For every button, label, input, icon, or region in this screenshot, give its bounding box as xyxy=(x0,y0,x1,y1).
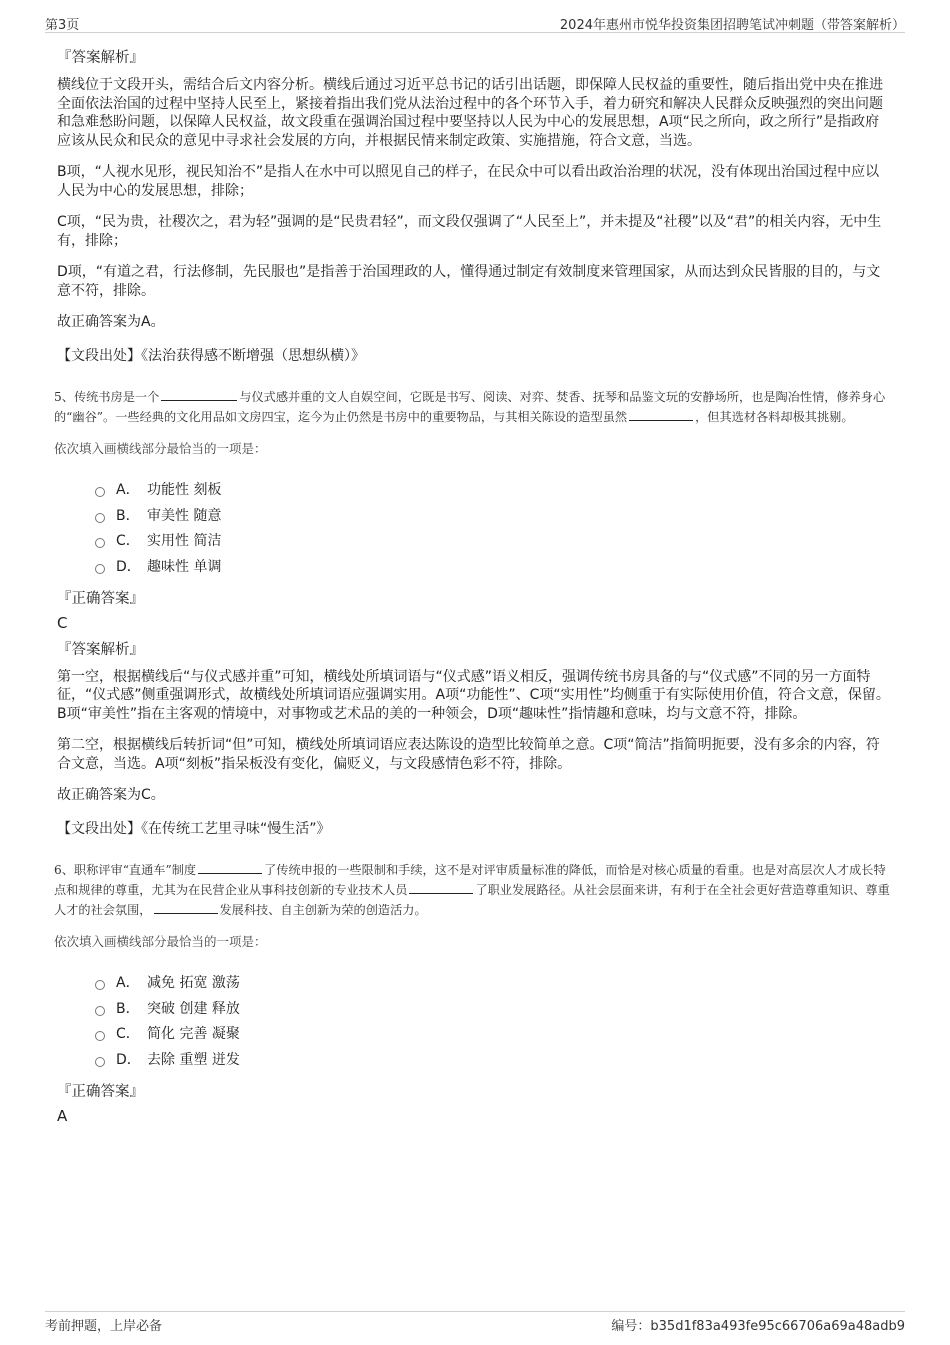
radio-icon[interactable] xyxy=(95,980,105,990)
fill-blank xyxy=(629,419,693,421)
fill-blank xyxy=(409,892,473,894)
question-5 xyxy=(54,387,892,838)
radio-icon[interactable] xyxy=(95,564,105,574)
radio-icon[interactable] xyxy=(95,1031,105,1041)
correct-answer: A xyxy=(57,1106,68,1125)
fill-blank xyxy=(154,912,218,914)
conclusion: 故正确答案为A。 xyxy=(57,314,165,330)
option-c[interactable]: C． 简化 完善 凝聚 xyxy=(95,1021,892,1047)
option-list xyxy=(95,970,892,1072)
analysis-paragraph: 第二空，根据横线后转折词“但”可知，横线处所填词语应表达陈设的造型比较简单之意。C项“简洁”指简明扼要，没有多余的内容，符合文意，当选。A项“刻板”指呆板没有变化，偏贬义，与文段感情色彩不符，排除。 xyxy=(57,737,880,772)
page-footer xyxy=(45,1311,905,1336)
question-prompt: 依次填入画横线部分最恰当的一项是： xyxy=(54,933,267,949)
radio-icon[interactable] xyxy=(95,1006,105,1016)
question-text: 5、传统书房是一个 与仪式感并重的文人自娱空间，它既是书写、阅读、对弈、焚香、抚琴和品鉴文玩的安静场所，也是陶冶性情，修养身心的“幽谷”。一些经典的文化用品如文房四宝，迄今为止仍然是书房中的重要物品，与其相关陈设的造型虽然 ，但其选材各料却极其挑剔。 xyxy=(54,389,886,424)
analysis-paragraph: 第一空，根据横线后“与仪式感并重”可知，横线处所填词语与“仪式感”语义相反，强调传统书房具备的与“仪式感”不同的另一方面特征，“仪式感”侧重强调形式，故横线处所填词语应强调实用。A项“功能性”、C项“实用性”均侧重于有实际使用价值，符合文意，保留。B项“审美性”指在主客观的情境中，对事物或艺术品的美的一种领会，D项“趣味性”指情趣和意味，均与文意不符，排除。 xyxy=(57,668,890,722)
text-source: 【文段出处】《法治获得感不断增强（思想纵横）》 xyxy=(57,347,365,364)
option-b[interactable]: B． 审美性 随意 xyxy=(95,502,892,528)
radio-icon[interactable] xyxy=(95,487,105,497)
document-id: 编号：b35d1f83a493fe95c66706a69a48adb9 xyxy=(611,1319,905,1334)
analysis-label: 『答案解析』 xyxy=(57,641,144,658)
radio-icon[interactable] xyxy=(95,513,105,523)
page-number: 第3页 xyxy=(45,18,80,33)
analysis-paragraph: 横线位于文段开头，需结合后文内容分析。横线后通过习近平总书记的话引出话题，即保障人民权益的重要性，随后指出党中央在推进全面依法治国的过程中坚持人民至上，紧接着指出我们党从法治过程中的各个环节入手，着力研究和解决人民群众反映强烈的突出问题和急难愁盼问题，以保障人民权益，故文段重在强调治国过程中要坚持以人民为中心的发展思想，A项“民之所向，政之所行”是指政府应该从民众和民众的意见中寻求社会发展的方向，并根据民情来制定政策、实施措施，符合文意，当选。 xyxy=(57,77,883,149)
analysis-paragraph: D项，“有道之君，行法修制，先民服也”是指善于治国理政的人，懂得通过制定有效制度来管理国家，从而达到众民皆服的目的，与文意不符，排除。 xyxy=(57,264,881,299)
option-a[interactable]: A． 功能性 刻板 xyxy=(95,477,892,503)
radio-icon[interactable] xyxy=(95,1057,105,1067)
page-header xyxy=(45,12,905,33)
correct-answer-label: 『正确答案』 xyxy=(57,590,144,607)
q4-analysis xyxy=(57,46,892,365)
option-c[interactable]: C． 实用性 简洁 xyxy=(95,528,892,554)
radio-icon[interactable] xyxy=(95,538,105,548)
option-b[interactable]: B． 突破 创建 释放 xyxy=(95,995,892,1021)
fill-blank xyxy=(161,399,237,401)
question-6 xyxy=(54,860,892,1125)
analysis-paragraph: B项，“人视水见形，视民知治不”是指人在水中可以照见自己的样子，在民众中可以看出政治治理的状况，没有体现出治国过程中应以人民为中心的发展思想，排除； xyxy=(57,164,880,199)
option-d[interactable]: D． 趣味性 单调 xyxy=(95,553,892,579)
analysis-paragraph: C项，“民为贵，社稷次之，君为轻”强调的是“民贵君轻”，而文段仅强调了“人民至上”，并未提及“社稷”以及“君”的相关内容，无中生有，排除； xyxy=(57,214,882,249)
document-title: 2024年惠州市悦华投资集团招聘笔试冲刺题（带答案解析） xyxy=(559,18,905,33)
option-a[interactable]: A． 减免 拓宽 激荡 xyxy=(95,970,892,996)
option-d[interactable]: D． 去除 重塑 迸发 xyxy=(95,1046,892,1072)
question-text: 6、职称评审“直通车”制度 了传统申报的一些限制和手续，这不是对评审质量标准的降低，而恰是对核心质量的看重。也是对高层次人才成长特点和规律的尊重，尤其为在民营企业从事科技创新的专业技术人员 了职业发展路径。从社会层面来讲，有利于在全社会更好营造尊重知识、尊重人才的社会氛围， 发展科技、自主创新为荣的创造活力。 xyxy=(54,862,890,917)
correct-answer-label: 『正确答案』 xyxy=(57,1083,144,1100)
option-list xyxy=(95,477,892,579)
question-prompt: 依次填入画横线部分最恰当的一项是： xyxy=(54,440,267,456)
analysis-label: 『答案解析』 xyxy=(57,50,144,66)
text-source: 【文段出处】《在传统工艺里寻味“慢生活”》 xyxy=(57,820,331,837)
correct-answer: C xyxy=(57,613,68,632)
page-content xyxy=(54,46,892,1131)
conclusion: 故正确答案为C。 xyxy=(57,787,165,803)
fill-blank xyxy=(198,872,262,874)
footer-slogan: 考前押题，上岸必备 xyxy=(45,1319,163,1334)
